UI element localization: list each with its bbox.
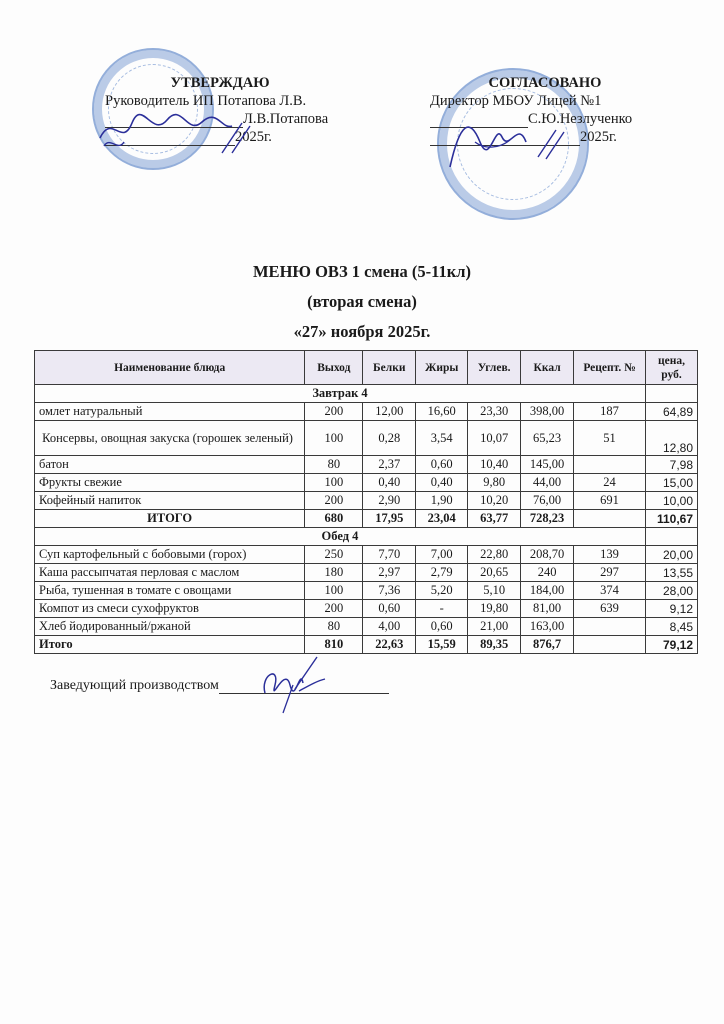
fat: 3,54 — [416, 421, 468, 456]
output: 200 — [305, 600, 363, 618]
protein: 7,70 — [363, 546, 416, 564]
dish-name: Каша рассыпчатая перловая с маслом — [35, 564, 305, 582]
total-protein: 22,63 — [363, 636, 416, 654]
total-label: Итого — [35, 636, 305, 654]
signature-footer-icon — [255, 655, 335, 715]
dish-name: Суп картофельный с бобовыми (горох) — [35, 546, 305, 564]
fat: 0,40 — [416, 474, 468, 492]
agreement-position: Директор МБОУ Лицей №1 — [430, 93, 602, 109]
kcal: 76,00 — [521, 492, 574, 510]
table-row — [35, 421, 698, 456]
signature-right-icon — [440, 112, 570, 172]
carbs: 10,20 — [468, 492, 521, 510]
kcal: 44,00 — [521, 474, 574, 492]
price: 12,80 — [645, 421, 697, 456]
output: 180 — [305, 564, 363, 582]
total-fat: 15,59 — [416, 636, 468, 654]
table-row — [35, 492, 698, 510]
recipe: 187 — [574, 403, 646, 421]
total-output: 680 — [305, 510, 363, 528]
menu-title: МЕНЮ ОВЗ 1 смена (5-11кл) — [252, 262, 472, 281]
table-row — [35, 474, 698, 492]
price: 9,12 — [645, 600, 697, 618]
fat: 7,00 — [416, 546, 468, 564]
price: 15,00 — [645, 474, 697, 492]
table-row — [35, 618, 698, 636]
empty-cell — [645, 385, 697, 403]
total-label: ИТОГО — [35, 510, 305, 528]
header-kcal: Ккал — [521, 351, 574, 385]
carbs: 20,65 — [468, 564, 521, 582]
total-price: 110,67 — [645, 510, 697, 528]
recipe: 139 — [574, 546, 646, 564]
protein: 0,60 — [363, 600, 416, 618]
dish-name: Консервы, овощная закуска (горошек зеленый) — [35, 421, 305, 456]
carbs: 23,30 — [468, 403, 521, 421]
dish-name: батон — [35, 456, 305, 474]
total-output: 810 — [305, 636, 363, 654]
carbs: 19,80 — [468, 600, 521, 618]
recipe: 24 — [574, 474, 646, 492]
price: 20,00 — [645, 546, 697, 564]
carbs: 9,80 — [468, 474, 521, 492]
dish-name: Хлеб йодированный/ржаной — [35, 618, 305, 636]
kcal: 184,00 — [521, 582, 574, 600]
protein: 0,40 — [363, 474, 416, 492]
section-title: Завтрак 4 — [35, 385, 646, 403]
table-row — [35, 403, 698, 421]
dish-name: омлет натуральный — [35, 403, 305, 421]
agreement-signer: С.Ю.Незлученко — [528, 111, 633, 127]
fat: 0,60 — [416, 618, 468, 636]
header-output: Выход — [305, 351, 363, 385]
carbs: 21,00 — [468, 618, 521, 636]
output: 200 — [305, 492, 363, 510]
kcal: 398,00 — [521, 403, 574, 421]
kcal: 163,00 — [521, 618, 574, 636]
header-fat: Жиры — [416, 351, 468, 385]
output: 100 — [305, 582, 363, 600]
protein: 2,37 — [363, 456, 416, 474]
menu-date: «27» ноября 2025г. — [293, 322, 431, 341]
carbs: 10,40 — [468, 456, 521, 474]
carbs: 5,10 — [468, 582, 521, 600]
output: 80 — [305, 456, 363, 474]
menu-table — [34, 350, 698, 654]
empty-cell — [645, 528, 697, 546]
section-row-breakfast — [35, 385, 698, 403]
fat: 0,60 — [416, 456, 468, 474]
header-price: цена, руб. — [645, 351, 697, 385]
protein: 4,00 — [363, 618, 416, 636]
header-recipe: Рецепт. № — [574, 351, 646, 385]
kcal: 145,00 — [521, 456, 574, 474]
menu-subtitle: (вторая смена) — [307, 292, 417, 311]
price: 8,45 — [645, 618, 697, 636]
carbs: 22,80 — [468, 546, 521, 564]
total-protein: 17,95 — [363, 510, 416, 528]
footer-signature — [50, 678, 389, 694]
price: 64,89 — [645, 403, 697, 421]
recipe: 374 — [574, 582, 646, 600]
approval-date-year: 2025г. — [235, 129, 272, 145]
fat: - — [416, 600, 468, 618]
recipe — [574, 618, 646, 636]
header-name: Наименование блюда — [35, 351, 305, 385]
output: 100 — [305, 421, 363, 456]
total-row-lunch — [35, 636, 698, 654]
table-header-row — [35, 351, 698, 385]
section-row-lunch — [35, 528, 698, 546]
header-protein: Белки — [363, 351, 416, 385]
kcal: 65,23 — [521, 421, 574, 456]
table-row — [35, 600, 698, 618]
footer-label: Заведующий производством — [50, 678, 219, 693]
dish-name: Кофейный напиток — [35, 492, 305, 510]
recipe: 691 — [574, 492, 646, 510]
approval-signer: Л.В.Потапова — [243, 111, 329, 127]
price: 10,00 — [645, 492, 697, 510]
recipe: 639 — [574, 600, 646, 618]
total-kcal: 728,23 — [521, 510, 574, 528]
output: 250 — [305, 546, 363, 564]
total-row-breakfast — [35, 510, 698, 528]
total-recipe — [574, 636, 646, 654]
recipe: 297 — [574, 564, 646, 582]
output: 100 — [305, 474, 363, 492]
agreement-heading: СОГЛАСОВАНО — [488, 75, 602, 91]
dish-name: Компот из смеси сухофруктов — [35, 600, 305, 618]
carbs: 10,07 — [468, 421, 521, 456]
fat: 1,90 — [416, 492, 468, 510]
protein: 0,28 — [363, 421, 416, 456]
agreement-date-year: 2025г. — [580, 129, 617, 145]
approval-position: Руководитель ИП Потапова Л.В. — [105, 93, 307, 109]
table-row — [35, 564, 698, 582]
output: 80 — [305, 618, 363, 636]
price: 28,00 — [645, 582, 697, 600]
kcal: 81,00 — [521, 600, 574, 618]
total-kcal: 876,7 — [521, 636, 574, 654]
recipe — [574, 456, 646, 474]
kcal: 240 — [521, 564, 574, 582]
recipe: 51 — [574, 421, 646, 456]
price: 7,98 — [645, 456, 697, 474]
kcal: 208,70 — [521, 546, 574, 564]
total-carbs: 63,77 — [468, 510, 521, 528]
fat: 5,20 — [416, 582, 468, 600]
output: 200 — [305, 403, 363, 421]
approval-heading: УТВЕРЖДАЮ — [170, 75, 270, 91]
protein: 2,97 — [363, 564, 416, 582]
table-row — [35, 546, 698, 564]
total-carbs: 89,35 — [468, 636, 521, 654]
dish-name: Рыба, тушенная в томате с овощами — [35, 582, 305, 600]
signature-left-icon — [92, 108, 262, 158]
protein: 2,90 — [363, 492, 416, 510]
total-price: 79,12 — [645, 636, 697, 654]
header-carbs: Углев. — [468, 351, 521, 385]
table-row — [35, 582, 698, 600]
protein: 12,00 — [363, 403, 416, 421]
total-recipe — [574, 510, 646, 528]
table-row — [35, 456, 698, 474]
fat: 16,60 — [416, 403, 468, 421]
fat: 2,79 — [416, 564, 468, 582]
price: 13,55 — [645, 564, 697, 582]
section-title: Обед 4 — [35, 528, 646, 546]
dish-name: Фрукты свежие — [35, 474, 305, 492]
protein: 7,36 — [363, 582, 416, 600]
total-fat: 23,04 — [416, 510, 468, 528]
